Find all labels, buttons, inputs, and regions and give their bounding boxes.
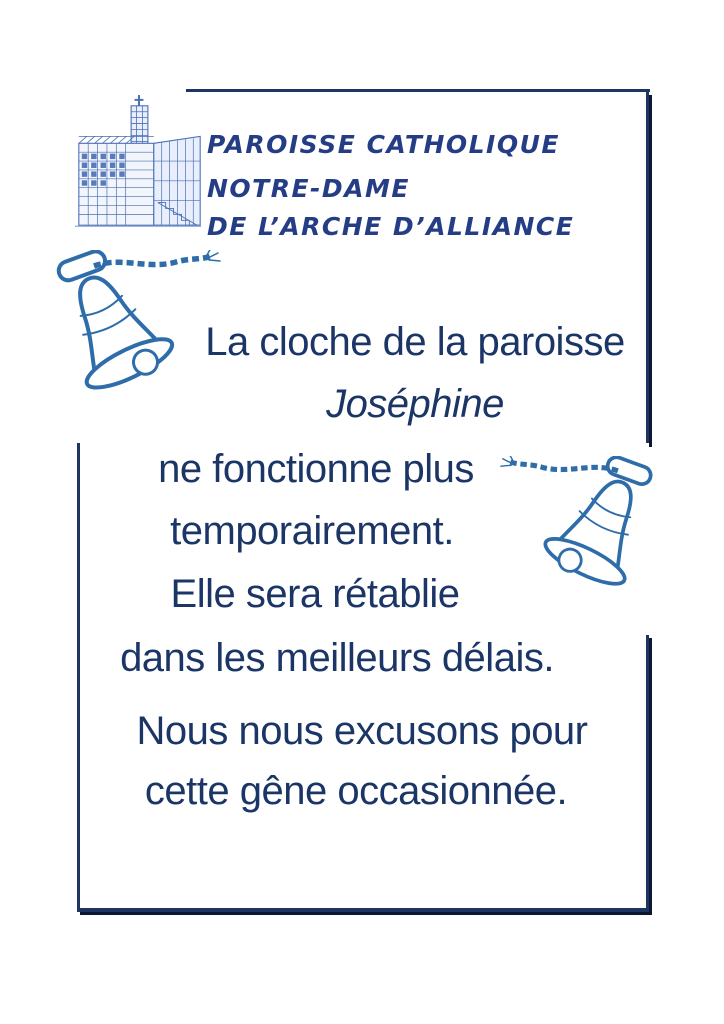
message-line-8: cette gêne occasionnée. <box>144 769 568 813</box>
church-illustration-icon <box>72 92 207 240</box>
message-line-2-bell-name: Joséphine <box>326 382 504 426</box>
parish-name-line-3: DE L’ARCHE D’ALLIANCE <box>207 212 575 241</box>
message-line-1: La cloche de la paroisse <box>205 320 625 364</box>
frame-border-bottom <box>77 908 649 912</box>
message-line-5: Elle sera rétablie <box>170 572 460 616</box>
message-line-7: Nous nous excusons pour <box>136 709 588 753</box>
frame-border-right-upper <box>646 91 649 443</box>
bell-left-icon <box>38 250 223 405</box>
frame-border-left <box>77 443 80 910</box>
message-line-6: dans les meilleurs délais. <box>120 636 554 680</box>
parish-name-line-1: PAROISSE CATHOLIQUE <box>207 130 560 159</box>
frame-border-right-lower <box>646 635 649 911</box>
parish-name-line-2: NOTRE-DAME <box>207 174 410 203</box>
message-line-3: ne fonctionne plus <box>158 447 474 491</box>
bell-right-icon <box>498 456 670 600</box>
message-line-4: temporairement. <box>170 509 454 553</box>
frame-border-top <box>186 89 650 92</box>
